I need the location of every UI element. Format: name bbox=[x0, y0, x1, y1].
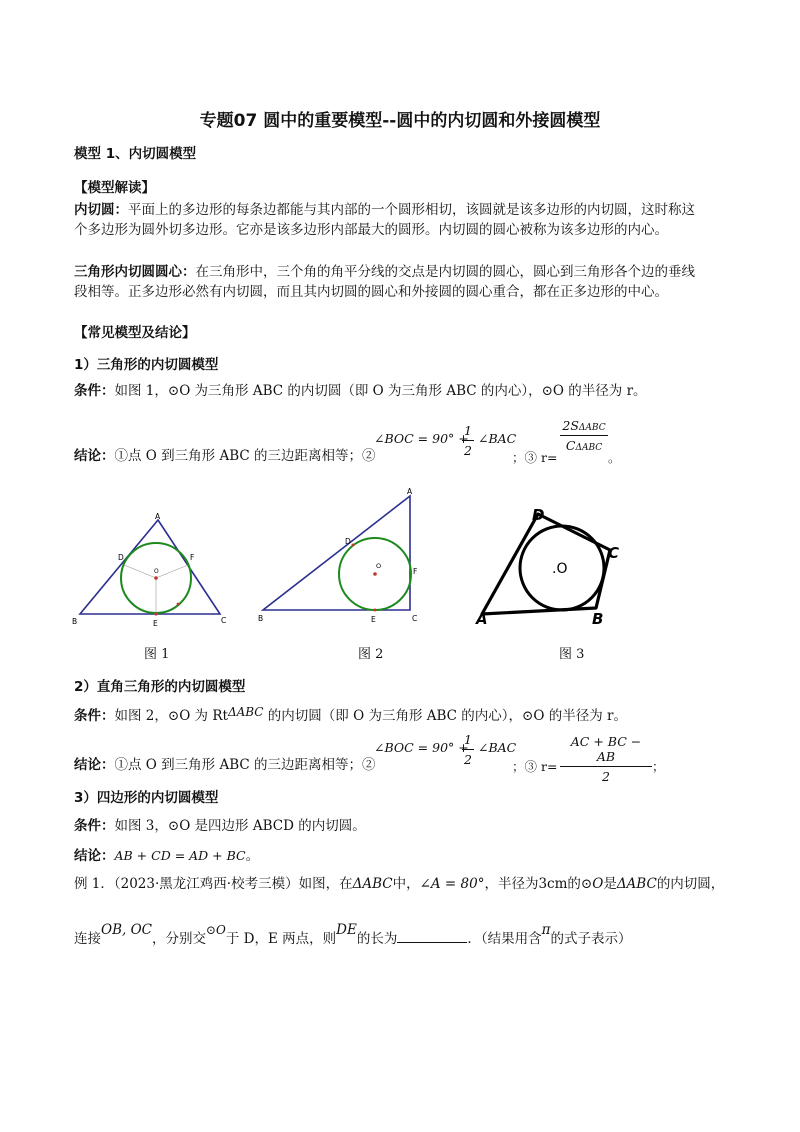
incircle-def-line1: 平面上的多边形的每条边都能与其内部的一个圆形相切，该圆就是该多边形的内切圆，这时称这 bbox=[128, 202, 695, 218]
section1-half-fraction bbox=[462, 423, 474, 458]
section2-angle-formula: ∠BOC = 90° + bbox=[374, 740, 469, 755]
incenter-def-line2: 段相等。正多边形必然有内切圆，而且其内切圆的圆心和外接圆的圆心重合，都在正多边形的中心。 bbox=[74, 284, 668, 300]
label-b: B bbox=[72, 617, 78, 626]
example1-arc: DE bbox=[336, 922, 357, 938]
section2-half-fraction bbox=[462, 732, 474, 767]
label-e: E bbox=[371, 615, 376, 624]
label-b: B bbox=[258, 614, 264, 623]
label-o: O bbox=[376, 562, 382, 570]
example1-text: ，分别交 bbox=[151, 931, 206, 947]
section1-conclusion-text: ①点 O 到三角形 ABC 的三边距离相等；② bbox=[114, 448, 376, 464]
section2-heading: 2）直角三角形的内切圆模型 bbox=[74, 679, 246, 695]
tangent-point-e bbox=[154, 612, 157, 615]
section1-condition bbox=[74, 381, 734, 401]
example1-line1 bbox=[74, 874, 754, 894]
example1-line2 bbox=[74, 922, 754, 949]
fraction-bar bbox=[560, 435, 608, 436]
label-d: D bbox=[345, 537, 351, 546]
section3-end-mark: 。 bbox=[245, 848, 260, 864]
section2-condition-pre: 如图 2，⊙O 为 Rt bbox=[114, 708, 228, 724]
label-c: C bbox=[221, 616, 227, 625]
fraction-denominator: 2 bbox=[464, 443, 472, 458]
section1-radius-fraction bbox=[560, 418, 608, 453]
section2-conclusion-label: 结论： bbox=[74, 757, 115, 773]
model1-heading: 模型 1、内切圆模型 bbox=[74, 146, 197, 162]
label-c: C bbox=[412, 614, 418, 623]
example1-angle: ∠A = 80° bbox=[419, 876, 485, 892]
example1-segments: OB, OC bbox=[101, 922, 152, 938]
section1-conclusion bbox=[74, 446, 734, 466]
fraction-numerator bbox=[560, 418, 608, 433]
label-c: C bbox=[608, 544, 620, 562]
example1-triangle: ΔABC bbox=[616, 876, 657, 892]
fraction-denominator: 2 bbox=[602, 769, 610, 784]
label-o: O bbox=[154, 568, 159, 575]
label-a: A bbox=[407, 487, 413, 496]
interpretation-heading: 【模型解读】 bbox=[74, 180, 155, 196]
example1-text: 连接 bbox=[74, 931, 101, 947]
example1-text: ．（结果用含 bbox=[467, 931, 542, 947]
section3-conclusion-label: 结论： bbox=[74, 848, 115, 864]
incircle-definition bbox=[74, 200, 734, 240]
example1-triangle: ΔABC bbox=[352, 876, 393, 892]
section2-radius-fraction bbox=[560, 734, 652, 784]
example1-circle: ⊙O bbox=[205, 923, 226, 937]
fraction-denominator bbox=[560, 438, 608, 453]
center-point bbox=[373, 572, 377, 576]
section1-condition-text: 如图 1，⊙O 为三角形 ABC 的内切圆（即 O 为三角形 ABC 的内心），⊙O 的半径为 r。 bbox=[114, 383, 647, 399]
example1-text: 中， bbox=[392, 876, 420, 892]
denominator-text: C bbox=[565, 438, 576, 453]
example1-pi: π bbox=[541, 922, 551, 938]
circle-point bbox=[177, 603, 180, 606]
section2-triangle: ΔABC bbox=[227, 705, 264, 719]
tangent-point-e bbox=[374, 609, 377, 612]
example1-text: ，半径为 bbox=[484, 876, 539, 892]
section3-condition-label: 条件： bbox=[74, 818, 115, 834]
fraction-denominator: 2 bbox=[464, 752, 472, 767]
tangent-point-d bbox=[352, 544, 355, 547]
figure1-diagram bbox=[70, 510, 240, 630]
section3-condition-text: 如图 3，⊙O 是四边形 ABCD 的内切圆。 bbox=[114, 818, 366, 834]
section1-radius-prefix: ；③ r= bbox=[512, 450, 558, 465]
label-d: D bbox=[118, 553, 124, 562]
section3-condition bbox=[74, 816, 734, 836]
label-a: A bbox=[476, 610, 488, 628]
center-point bbox=[154, 576, 158, 580]
example1-radius: 3cm bbox=[538, 876, 568, 892]
example1-text: 的式子表示） bbox=[550, 931, 632, 947]
example1-circle: ⊙O bbox=[580, 876, 604, 892]
incenter-def-line1: 在三角形中，三个角的角平分线的交点是内切圆的圆心，圆心到三角形各个边的垂线 bbox=[195, 264, 695, 280]
section2-angle-tail: ∠BAC bbox=[478, 740, 517, 755]
label-f: F bbox=[190, 553, 195, 562]
label-f: F bbox=[413, 567, 418, 576]
section1-end-mark: 。 bbox=[608, 450, 621, 465]
section1-angle-formula: ∠BOC = 90° + bbox=[374, 431, 469, 446]
denominator-subscript: ΔABC bbox=[575, 443, 603, 453]
figure3-caption: 图 3 bbox=[559, 647, 585, 662]
example1-text: 于 D，E 两点，则 bbox=[225, 931, 337, 947]
fraction-numerator: AC + BC − AB bbox=[570, 734, 642, 764]
radius-of bbox=[156, 565, 188, 578]
fraction-bar bbox=[560, 766, 652, 767]
incircle-term: 内切圆： bbox=[74, 202, 128, 218]
example1-text: 是 bbox=[603, 876, 617, 892]
section2-condition-post: 的内切圆（即 O 为三角形 ABC 的内心），⊙O 的半径为 r。 bbox=[263, 708, 627, 724]
page-title: 专题07 圆中的重要模型--圆中的内切圆和外接圆模型 bbox=[199, 111, 601, 131]
section1-condition-label: 条件： bbox=[74, 383, 115, 399]
section2-end-mark: ； bbox=[652, 759, 665, 774]
numerator-text: 2S bbox=[562, 418, 579, 433]
figure1-caption: 图 1 bbox=[144, 647, 170, 662]
label-e: E bbox=[153, 619, 158, 628]
label-o: .O bbox=[552, 561, 568, 577]
numerator-subscript: ΔABC bbox=[578, 423, 606, 433]
section1-conclusion-label: 结论： bbox=[74, 448, 115, 464]
figure3-diagram bbox=[470, 496, 630, 628]
incenter-definition bbox=[74, 262, 734, 302]
triangle-abc bbox=[80, 520, 220, 614]
section3-conclusion bbox=[74, 846, 734, 866]
section3-heading: 3）四边形的内切圆模型 bbox=[74, 790, 219, 806]
example1-text: 的长为 bbox=[356, 931, 398, 947]
fraction-bar bbox=[462, 749, 474, 750]
example1-intro: 例 1．（2023·黑龙江鸡西·校考三模）如图，在 bbox=[74, 876, 353, 892]
incenter-term: 三角形内切圆圆心： bbox=[74, 264, 196, 280]
label-d: D bbox=[532, 506, 545, 524]
section2-condition-label: 条件： bbox=[74, 708, 115, 724]
label-a: A bbox=[155, 512, 161, 521]
example1-text: 的 bbox=[567, 876, 581, 892]
section2-conclusion-text: ①点 O 到三角形 ABC 的三边距离相等；② bbox=[114, 757, 376, 773]
fraction-numerator: 1 bbox=[464, 732, 472, 747]
radius-od bbox=[124, 565, 156, 578]
fraction-bar bbox=[462, 440, 474, 441]
section1-heading: 1）三角形的内切圆模型 bbox=[74, 357, 219, 373]
label-b: B bbox=[592, 610, 604, 628]
fraction-numerator: 1 bbox=[464, 423, 472, 438]
answer-blank[interactable] bbox=[397, 928, 467, 943]
section2-condition bbox=[74, 706, 734, 726]
figure2-diagram bbox=[255, 484, 430, 630]
figure2-caption: 图 2 bbox=[358, 647, 384, 662]
example1-text: 的内切圆， bbox=[656, 876, 725, 892]
common-models-heading: 【常见模型及结论】 bbox=[74, 325, 196, 341]
incircle-def-line2: 个多边形为圆外切多边形。它亦是该多边形内部最大的圆形。内切圆的圆心被称为该多边形的内心。 bbox=[74, 222, 668, 238]
section1-angle-tail: ∠BAC bbox=[478, 431, 517, 446]
right-triangle-abc bbox=[263, 496, 410, 610]
section3-formula: AB + CD = AD + BC bbox=[114, 848, 246, 863]
section2-radius-prefix: ；③ r= bbox=[512, 759, 558, 774]
